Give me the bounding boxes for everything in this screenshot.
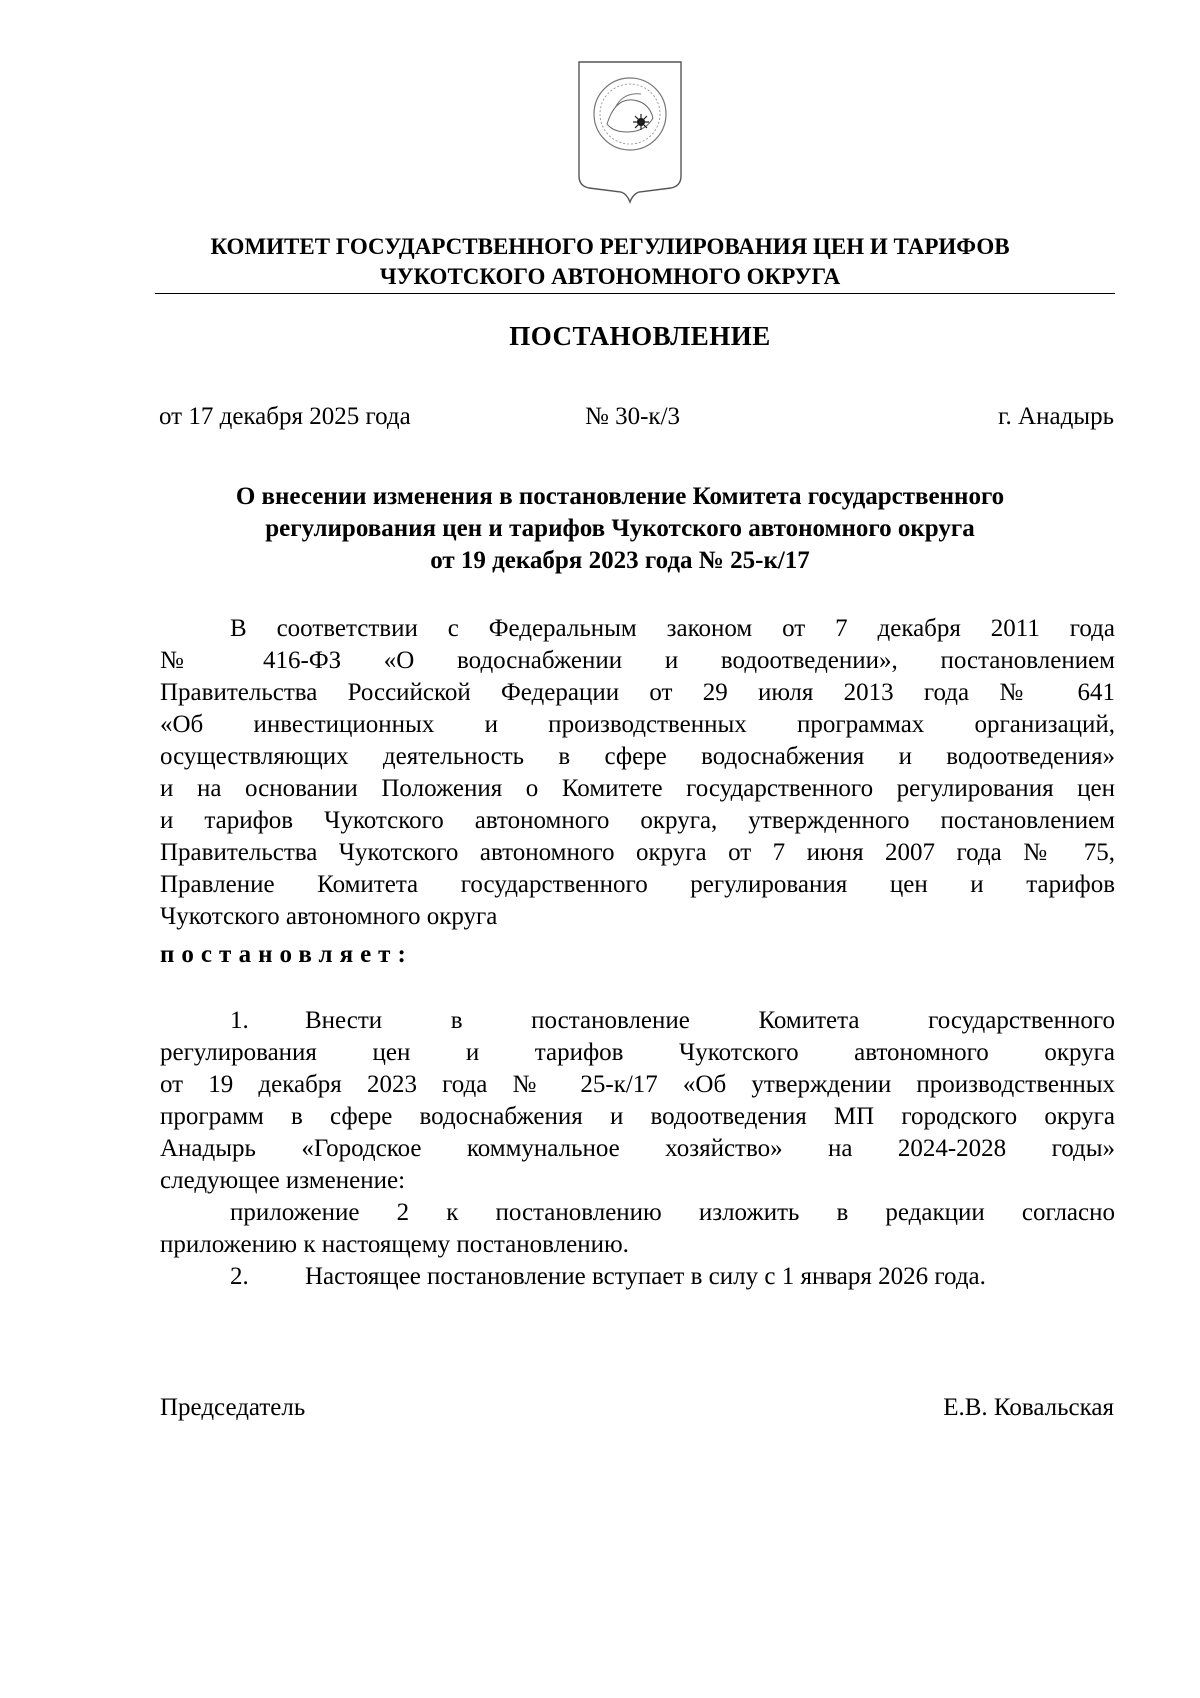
decision-word: постановляет: bbox=[160, 941, 413, 968]
item-1-first-line bbox=[160, 1005, 1115, 1037]
signatory-title: Председатель bbox=[160, 1394, 306, 1421]
item-1-line: следующее изменение: bbox=[160, 1167, 406, 1194]
header-divider bbox=[155, 293, 1115, 294]
document-subject bbox=[160, 481, 1080, 577]
document-type: ПОСТАНОВЛЕНИЕ bbox=[509, 321, 771, 351]
subject-line-1: О внесении изменения в постановление Комитета государственного bbox=[235, 483, 1005, 510]
preamble-line: и тарифов Чукотского автономного округа, утвержденного постановлением bbox=[160, 807, 1115, 834]
preamble-line: осуществляющих деятельность в сфере водоснабжения и водоотведения» bbox=[160, 743, 1115, 770]
preamble-line: Чукотского автономного округа bbox=[160, 903, 498, 930]
document-city: г. Анадырь bbox=[998, 403, 1114, 430]
preamble-line: № 416-ФЗ «О водоснабжении и водоотведении», постановлением bbox=[160, 647, 1115, 674]
item-1-text-start: Внести в постановление Комитета государственного bbox=[305, 1007, 1115, 1034]
item-2-text: Настоящее постановление вступает в силу с 1 января 2026 года. bbox=[305, 1263, 986, 1290]
preamble bbox=[160, 613, 1115, 933]
preamble-line: Правительства Чукотского автономного округа от 7 июня 2007 года № 75, bbox=[160, 839, 1115, 866]
organization-name bbox=[150, 232, 1070, 292]
item-1-line: от 19 декабря 2023 года № 25-к/17 «Об утверждении производственных bbox=[160, 1071, 1115, 1098]
subject-line-2: регулирования цен и тарифов Чукотского автономного округа bbox=[265, 515, 975, 542]
preamble-line: В соответствии с Федеральным законом от 7 декабря 2011 года bbox=[230, 615, 1115, 642]
subject-line-3: от 19 декабря 2023 года № 25-к/17 bbox=[430, 547, 810, 574]
item-1-line: регулирования цен и тарифов Чукотского автономного округа bbox=[160, 1039, 1115, 1066]
preamble-line: Правительства Российской Федерации от 29 июля 2013 года № 641 bbox=[160, 679, 1115, 706]
change-text-line-1: приложение 2 к постановлению изложить в редакции согласно bbox=[230, 1199, 1115, 1226]
preamble-line: и на основании Положения о Комитете государственного регулирования цен bbox=[160, 775, 1115, 802]
item-1-number: 1. bbox=[230, 1007, 249, 1034]
change-text-line-2: приложению к настоящему постановлению. bbox=[160, 1231, 629, 1258]
decision-items bbox=[160, 1005, 1115, 1293]
item-1-line: программ в сфере водоснабжения и водоотведения МП городского округа bbox=[160, 1103, 1115, 1130]
document-date: от 17 декабря 2025 года bbox=[159, 403, 411, 430]
item-1-line: Анадырь «Городское коммунальное хозяйство» на 2024-2028 годы» bbox=[160, 1135, 1115, 1162]
preamble-line: Правление Комитета государственного регулирования цен и тарифов bbox=[160, 871, 1115, 898]
document-number: № 30-к/3 bbox=[585, 403, 681, 430]
emblem-icon bbox=[575, 58, 685, 204]
item-2 bbox=[160, 1261, 1115, 1293]
preamble-line: «Об инвестиционных и производственных программах организаций, bbox=[160, 711, 1115, 738]
item-2-number: 2. bbox=[230, 1263, 249, 1290]
organization-line-1: КОМИТЕТ ГОСУДАРСТВЕННОГО РЕГУЛИРОВАНИЯ ЦЕН И ТАРИФОВ bbox=[210, 234, 1010, 259]
signatory-name: Е.В. Ковальская bbox=[943, 1394, 1114, 1421]
organization-line-2: ЧУКОТСКОГО АВТОНОМНОГО ОКРУГА bbox=[379, 264, 841, 289]
